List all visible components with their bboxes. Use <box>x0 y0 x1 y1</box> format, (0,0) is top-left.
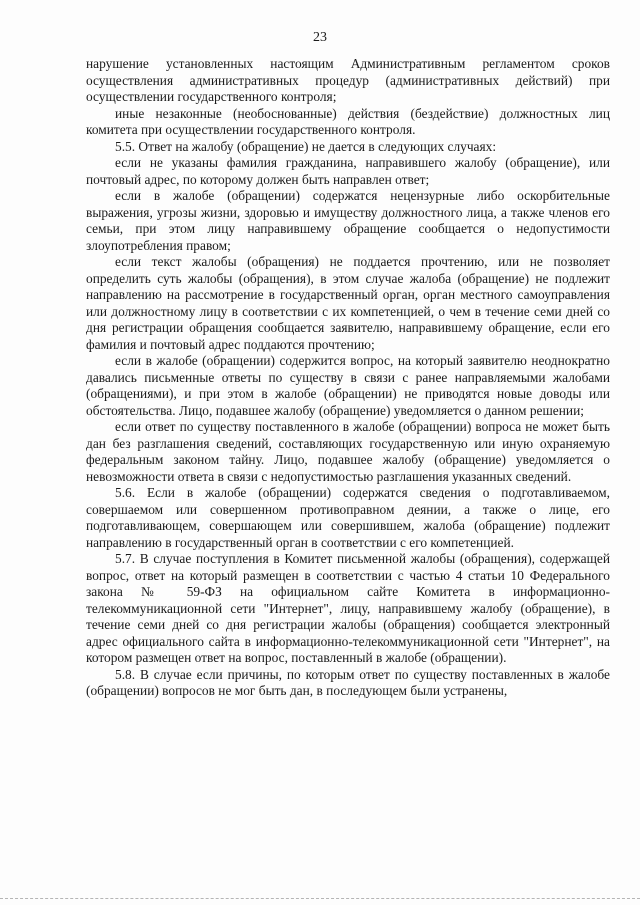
paragraph-section-5-5: 5.5. Ответ на жалобу (обращение) не дается в следующих случаях: <box>115 138 497 154</box>
paragraph-section-5-6: 5.6. Если в жалобе (обращении) содержатся сведения о подготавливаемом, совершаемом или совершенном противоправном деянии, а также о лице, его подготавливающем, совершающем или совершившем, жалоба (обращение) подлежит направлению в государственный орган в соответствии с его компетенцией. <box>86 485 610 550</box>
paragraph-section-5-8: 5.8. В случае если причины, по которым ответ по существу поставленных в жалобе (обращении) вопросов не мог быть дан, в последующем были устранены, <box>86 666 610 698</box>
paragraph-no-name-address: если не указаны фамилия гражданина, направившего жалобу (обращение), или почтовый адрес, по которому должен быть направлен ответ; <box>86 155 610 187</box>
paragraph-repeated-question: если в жалобе (обращении) содержится вопрос, на который заявителю неоднократно давались письменные ответы по существу в связи с ранее направляемыми жалобами (обращениями), и при этом в жалобе (обращении) не приводятся новые доводы или обстоятельства. Лицо, подавшее жалобу (обращение) уведомляется о данном решении; <box>86 353 610 418</box>
paragraph-violation-deadlines: нарушение установленных настоящим Административным регламентом сроков осуществления административных процедур (административных действий) при осуществлении государственного контроля; <box>86 56 610 104</box>
paragraph-section-5-7: 5.7. В случае поступления в Комитет письменной жалобы (обращения), содержащей вопрос, ответ на который размещен в соответствии с частью 4 статьи 10 Федерального закона № 59-ФЗ на официальном сайте Комитета в информационно-телекоммуникационной сети "Интернет", лицу, направившему жалобу (обращение), в течение семи дней со дня регистрации жалобы (обращения) сообщается электронный адрес официального сайта в информационно-телекоммуникационной сети "Интернет", на котором размещен ответ на вопрос, поставленный в жалобе (обращении). <box>86 551 610 665</box>
paragraph-state-secret: если ответ по существу поставленного в жалобе (обращении) вопроса не может быть дан без разглашения сведений, составляющих государственную или иную охраняемую федеральным законом тайну. Лицо, подавшее жалобу (обращение) уведомляется о невозможности ответа в связи с недопустимостью разглашения указанных сведений. <box>86 419 610 484</box>
page-number: 23 <box>313 30 327 45</box>
paragraph-obscene-language: если в жалобе (обращении) содержатся нецензурные либо оскорбительные выражения, угрозы жизни, здоровью и имуществу должностного лица, а также членов его семьи, при этом лицу направившему обращение сообщается о недопустимости злоупотребления правом; <box>86 188 610 253</box>
document-body <box>86 56 610 700</box>
paragraph-illegal-actions: иные незаконные (необоснованные) действия (бездействие) должностных лиц комитета при осуществлении государственного контроля. <box>86 105 610 137</box>
paragraph-unreadable-text: если текст жалобы (обращения) не поддается прочтению, или не позволяет определить суть жалобы (обращения), в этом случае жалоба (обращение) не подлежит направлению на рассмотрение в государственный орган, орган местного самоуправления или должностному лицу в соответствии с их компетенцией, о чем в течение семи дней со дня регистрации обращения сообщается заявителю, направившему обращение, если его фамилия и почтовый адрес поддаются прочтению; <box>86 254 610 352</box>
scan-edge-divider <box>0 898 640 899</box>
